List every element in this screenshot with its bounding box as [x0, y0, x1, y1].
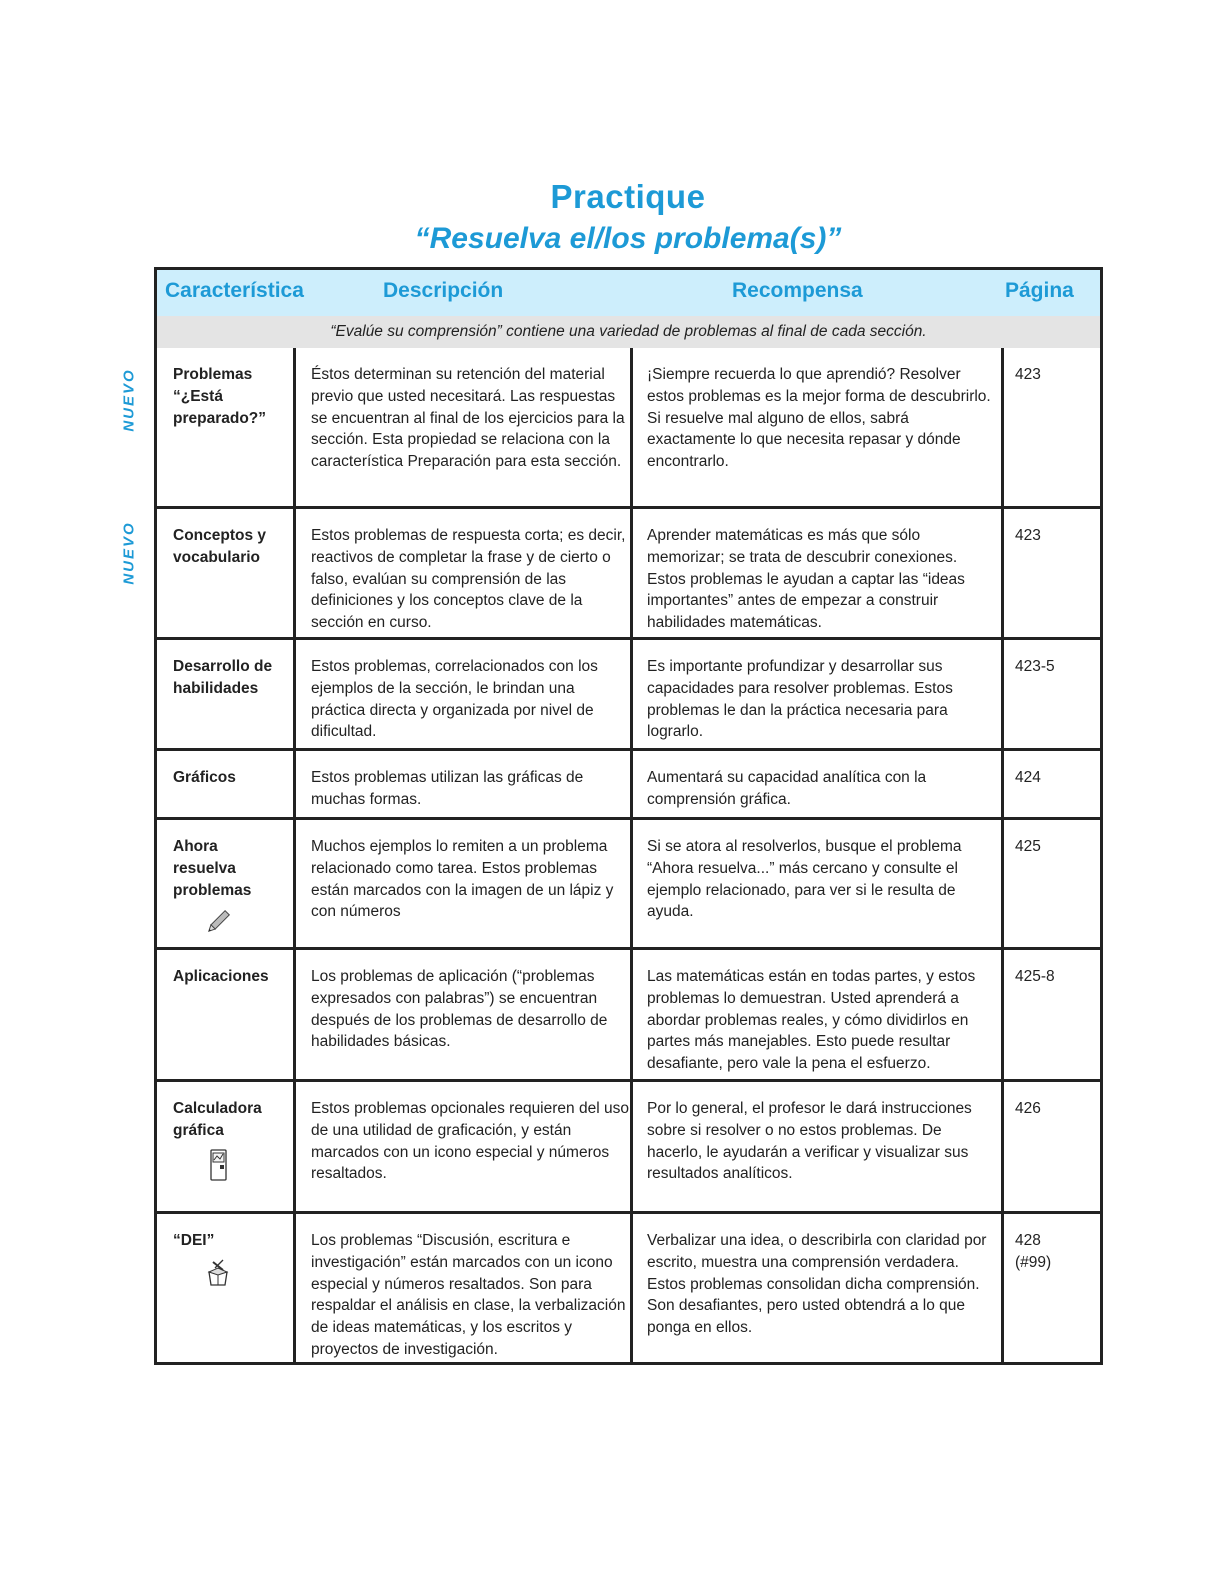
reward-cell: Aprender matemáticas es más que sólo memorizar; se trata de descubrir conexiones. Estos problemas le ayudan a captar las “ideas importantes” antes de empezar a construir habilidades matemáticas.	[647, 527, 965, 632]
feature-cell: Problemas “¿Está preparado?”	[173, 366, 267, 427]
feature-cell: Desarrollo de habilidades	[173, 658, 273, 697]
description-cell: Estos problemas de respuesta corta; es decir, reactivos de completar la frase y de cierto o falso, evalúan su comprensión de las definiciones y los conceptos clave de la sección en curso.	[311, 527, 626, 632]
column-header-page: Página	[1005, 279, 1074, 302]
reward-cell: Es importante profundizar y desarrollar sus capacidades para resolver problemas. Estos problemas le dan la práctica necesaria para lograrlo.	[647, 658, 953, 741]
reward-cell: Si se atora al resolverlos, busque el problema “Ahora resuelva...” más cercano y consulte el ejemplo relacionado, para ver si le resulta de ayuda.	[647, 838, 962, 921]
reward-cell: Aumentará su capacidad analítica con la comprensión gráfica.	[647, 769, 927, 808]
graphing-calculator-icon	[203, 1148, 233, 1182]
description-cell: Muchos ejemplos lo remiten a un problema relacionado como tarea. Estos problemas están marcados con la imagen de un lápiz y con números	[311, 838, 614, 921]
page-cell: 425	[1015, 838, 1041, 855]
reward-cell: ¡Siempre recuerda lo que aprendió? Resolver estos problemas es la mejor forma de descubrirlo. Si resuelve mal alguno de ellos, sabrá exactamente lo que necesita repasar y dónde encontrarlo.	[647, 366, 991, 471]
table-row	[157, 1214, 1100, 1362]
page-cell: 423	[1015, 527, 1041, 544]
description-cell: Estos problemas, correlacionados con los ejemplos de la sección, le brindan una práctica directa y organizada por nivel de dificultad.	[311, 658, 598, 741]
page-cell: 423-5	[1015, 658, 1055, 675]
page-cell: 425-8	[1015, 968, 1055, 985]
reward-cell: Por lo general, el profesor le dará instrucciones sobre si resolver o no estos problemas. De hacerlo, le ayudarán a verificar y visualizar sus resultados analíticos.	[647, 1100, 972, 1183]
new-badge-row-1: NUEVO	[120, 368, 138, 432]
pencil-icon	[203, 907, 233, 937]
table-row	[157, 1082, 1100, 1214]
feature-cell: Gráficos	[173, 769, 236, 786]
column-header-feature: Característica	[165, 279, 304, 302]
column-header-description: Descripción	[383, 279, 504, 302]
table-header	[157, 270, 1100, 316]
description-cell: Éstos determinan su retención del material previo que usted necesitará. Las respuestas se encuentran al final de los ejercicios para la sección. Esta propiedad se relaciona con la característica Preparación para esta sección.	[311, 366, 625, 471]
page-cell: 424	[1015, 769, 1041, 786]
new-badge-row-2: NUEVO	[120, 521, 138, 585]
feature-cell: Calculadora gráfica	[173, 1100, 262, 1139]
column-header-reward: Recompensa	[732, 279, 863, 302]
table-intro-note: “Evalúe su comprensión” contiene una variedad de problemas al final de cada sección.	[157, 316, 1100, 348]
table-row	[157, 820, 1100, 950]
page-subtitle: “Resuelva el/los problema(s)”	[414, 222, 842, 255]
feature-cell: “DEI”	[173, 1232, 215, 1249]
feature-cell: Conceptos y vocabulario	[173, 527, 267, 566]
features-table	[154, 267, 1103, 1365]
table-row	[157, 950, 1100, 1082]
page-cell: 426	[1015, 1100, 1041, 1117]
page-title: Practique	[550, 178, 706, 215]
table-row	[157, 751, 1100, 820]
reward-cell: Verbalizar una idea, o describirla con claridad por escrito, muestra una comprensión verdadera. Estos problemas consolidan dicha comprensión. Son desafiantes, pero usted obtendrá a lo que ponga en ellos.	[647, 1232, 987, 1337]
reward-cell: Las matemáticas están en todas partes, y estos problemas lo demuestran. Usted aprenderá a abordar problemas reales, y cómo dividirlos en partes más manejables. Esto puede resultar desafiante, pero vale la pena el esfuerzo.	[647, 968, 976, 1073]
feature-cell: Ahora resuelva problemas	[173, 838, 252, 899]
description-cell: Los problemas de aplicación (“problemas expresados con palabras”) se encuentran después de los problemas de desarrollo de habilidades básicas.	[311, 968, 608, 1051]
feature-cell: Aplicaciones	[173, 968, 269, 985]
description-cell: Los problemas “Discusión, escritura e investigación” están marcados con un icono especial y números resaltados. Son para respaldar el análisis en clase, la verbalización de ideas matemáticas, y los escritos y proyectos de investigación.	[311, 1232, 626, 1358]
table-row	[157, 640, 1100, 751]
table-row	[157, 509, 1100, 640]
description-cell: Estos problemas utilizan las gráficas de muchas formas.	[311, 769, 584, 808]
description-cell: Estos problemas opcionales requieren del uso de una utilidad de graficación, y están marcados con un icono especial y números resaltados.	[311, 1100, 629, 1183]
table-row	[157, 348, 1100, 509]
page-cell: 428 (#99)	[1015, 1232, 1052, 1271]
page-cell: 423	[1015, 366, 1041, 383]
dei-icon	[203, 1258, 233, 1288]
